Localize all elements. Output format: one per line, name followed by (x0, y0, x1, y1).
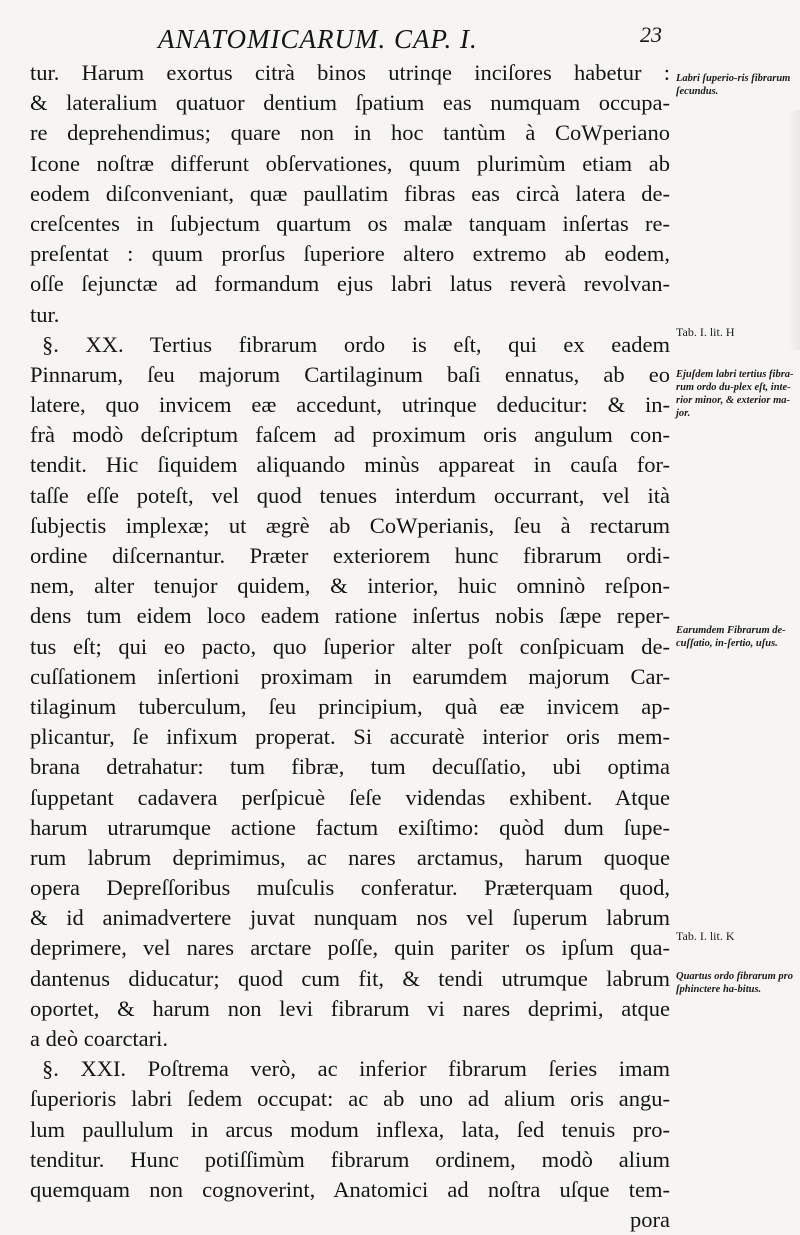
text-line: oſſe ſejunctæ ad formandum ejus labri latus reverà revolvan- (30, 271, 670, 297)
text-line: preſentat : quum prorſus ſuperiore altero extremo ab eodem, (30, 241, 670, 267)
text-line: ſuppetant cadavera perſpicuè ſeſe videndas exhibent. Atque (30, 784, 670, 810)
text-line: a deò coarctari. (30, 1026, 169, 1051)
text-line: taſſe eſſe poteſt, vel quod tenues interdum occurrant, vel ità (30, 482, 670, 508)
text-line: tenditur. Hunc potiſſimùm fibrarum ordinem, modò alium (30, 1146, 670, 1172)
text-line: creſcentes in ſubjectum quartum os malæ tanquam inſertas re- (30, 210, 670, 236)
text-line: quemquam non cognoverint, Anatomici ad noſtra uſque tem- (30, 1176, 670, 1202)
margin-note: Ejuſdem labri tertius fibra-rum ordo du-plex eſt, inte-rior minor, & exterior ma-jor. (676, 369, 794, 419)
text-line: ſuperioris labri ſedem occupat: ac ab uno ad alium oris angu- (30, 1086, 670, 1112)
margin-note: Earumdem Fibrarum de-cuſſatio, in-ſertio, uſus. (676, 625, 786, 649)
text-line: tus eſt; qui eo pacto, quo ſuperior alter poſt conſpicuam de- (30, 633, 670, 659)
text-line: re deprehendimus; quare non in hoc tantùm à CoWperiano (30, 120, 670, 146)
text-line: Pinnarum, ſeu majorum Cartilaginum baſi ennatus, ab eo (30, 361, 670, 387)
section-heading-line: §. XX. Tertius fibrarum ordo is eſt, qui ex eadem (42, 331, 670, 357)
page-number: 23 (640, 22, 662, 47)
margin-note: Quartus ordo fibrarum pro ſphinctere ha-bitus. (676, 971, 793, 995)
text-line: pora (630, 1207, 670, 1233)
margin-table-reference: Tab. I. lit. K (676, 929, 735, 943)
text-line: ordine diſcernantur. Præter exteriorem hunc fibrarum ordi- (30, 543, 670, 568)
margin-table-reference: Tab. I. lit. H (676, 325, 735, 339)
text-line: tur. Harum exortus citrà binos utrinqe inciſores habetur : (30, 60, 670, 85)
text-line: lum paullulum in arcus modum inflexa, lata, ſed tenuis pro- (30, 1116, 670, 1142)
running-title: ANATOMICARUM. CAP. I. (158, 24, 478, 54)
text-line: plicantur, ſe infixum properat. Si accuratè interior oris mem- (30, 724, 670, 750)
text-line: brana detrahatur: tum fibræ, tum decuſſatio, ubi optima (30, 754, 670, 780)
margin-note: Labri ſuperio-ris fibrarum ſecundus. (676, 73, 791, 97)
text-line: dantenus diducatur; quod cum fit, & tendi utrumque labrum (30, 965, 670, 991)
section-heading-line: §. XXI. Poſtrema verò, ac inferior fibrarum ſeries imam (42, 1056, 670, 1082)
text-line: oportet, & harum non levi fibrarum vi nares deprimi, atque (30, 995, 670, 1021)
text-line: cuſſationem inſertioni proximam in earumdem majorum Car- (30, 663, 670, 689)
text-line: & id animadvertere juvat nunquam nos vel ſuperum labrum (30, 905, 670, 931)
text-line: Icone noſtræ differunt obſervationes, quum plurimùm etiam ab (30, 150, 670, 176)
text-line: ſubjectis implexæ; ut ægrè ab CoWperianis, ſeu à rectarum (30, 512, 670, 538)
text-line: deprimere, vel nares arctare poſſe, quin pariter os ipſum qua- (30, 935, 670, 961)
text-line: opera Depreſſoribus muſculis conferatur. Præterquam quod, (30, 875, 670, 901)
page-edge-shadow (788, 110, 800, 350)
text-line: dens tum eidem loco eadem ratione inſertus nobis ſæpe reper- (30, 603, 670, 629)
main-text (30, 58, 670, 1235)
text-line: nem, alter tenujor quidem, & interior, huic omninò reſpon- (30, 573, 670, 599)
text-line: tendit. Hic ſiquidem aliquando minùs appareat in cauſa for- (30, 452, 670, 478)
text-line: tur. (30, 301, 60, 327)
running-header (30, 18, 670, 58)
text-line: & lateralium quatuor dentium ſpatium eas numquam occupa- (30, 90, 670, 116)
text-line: latere, quo invicem eæ accedunt, utrinque deducitur: & in- (30, 392, 670, 418)
text-line: harum utrarumque actione factum exiſtimo: quòd dum ſupe- (30, 814, 670, 840)
text-line: frà modò deſcriptum faſcem ad proximum oris angulum con- (30, 422, 670, 448)
text-line: tilaginum tuberculum, ſeu principium, quà eæ invicem ap- (30, 693, 670, 719)
text-line: eodem diſconveniant, quæ paullatim fibras eas circà latera de- (30, 180, 670, 206)
text-line: rum labrum deprimimus, ac nares arctamus, harum quoque (30, 844, 670, 870)
